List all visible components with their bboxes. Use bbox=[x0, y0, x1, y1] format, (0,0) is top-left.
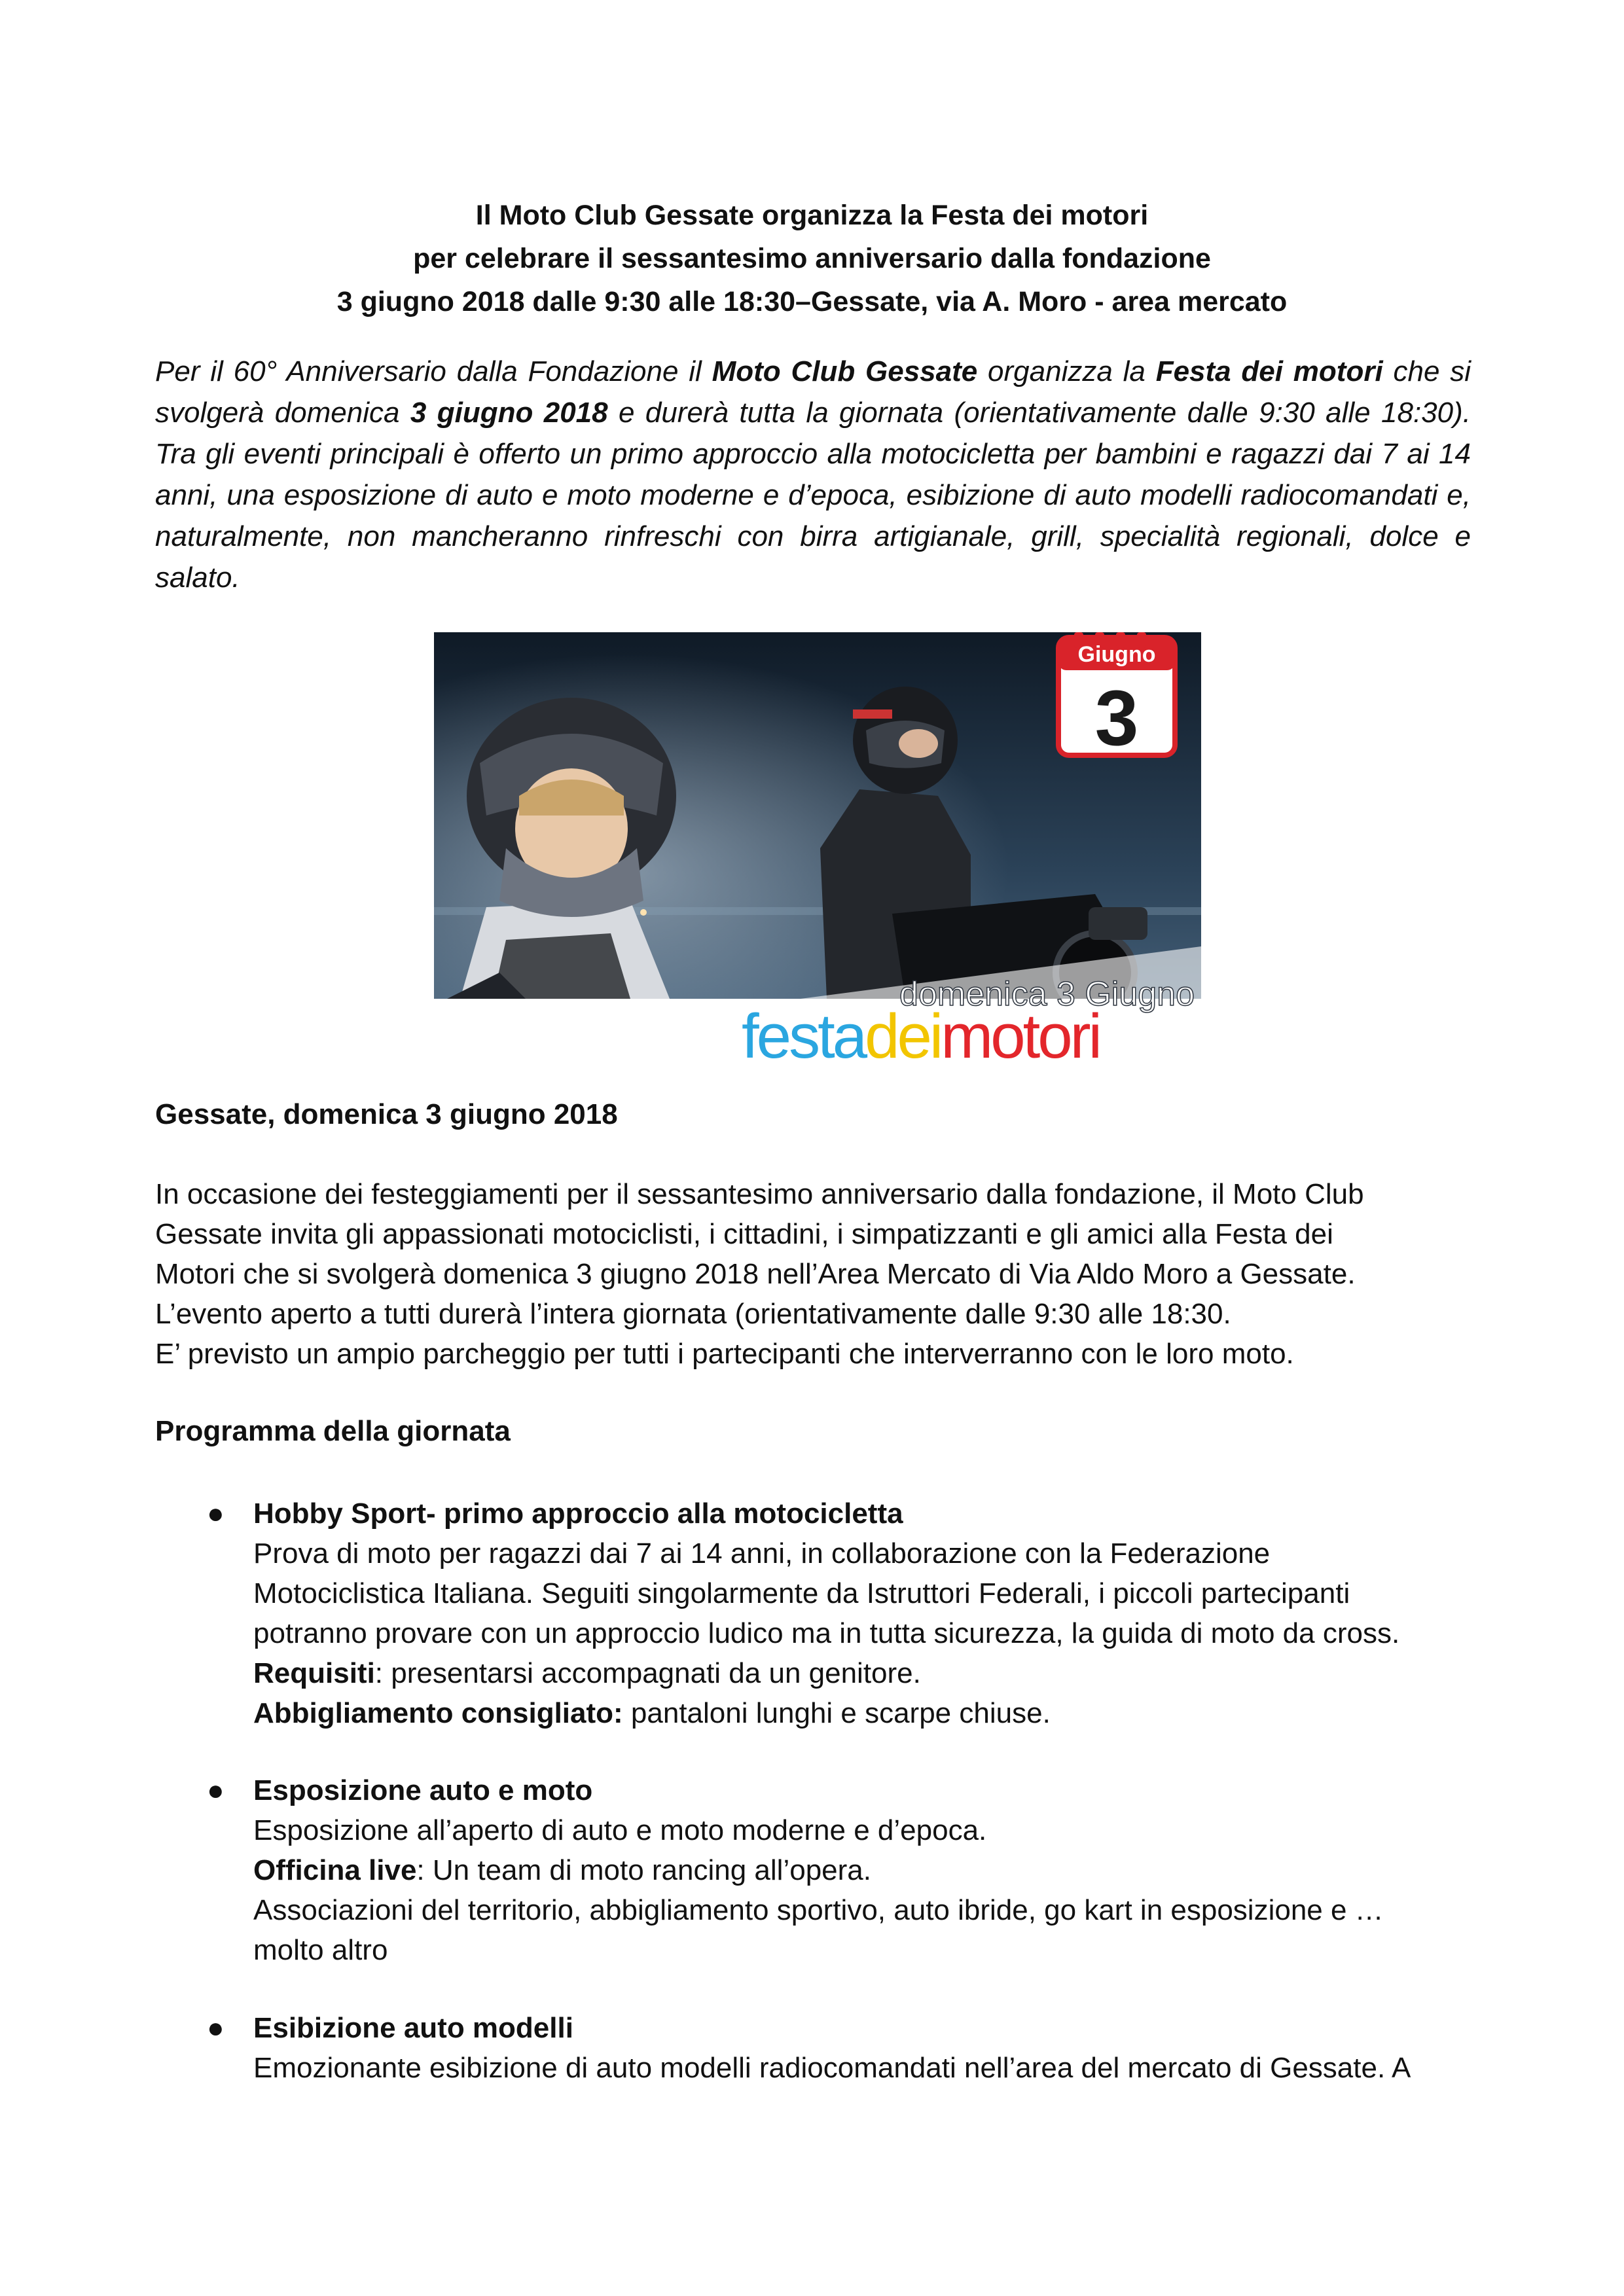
invitation-paragraph bbox=[155, 1174, 1471, 1374]
bullet-icon: ● bbox=[207, 1774, 225, 1806]
paragraph-line: Gessate invita gli appassionati motociclisti, i cittadini, i simpatizzanti e gli amici alla Festa dei bbox=[155, 1218, 1333, 1250]
program-item-content bbox=[253, 1770, 1484, 1970]
logo-part-dei: dei bbox=[865, 1001, 941, 1064]
program-item-line: molto altro bbox=[253, 1934, 388, 1966]
program-heading: Programma della giornata bbox=[155, 1415, 511, 1447]
title-line-1: Il Moto Club Gessate organizza la Festa dei motori bbox=[475, 200, 1149, 231]
poster-tagline: domenica 3 Giugno bbox=[899, 975, 1195, 1013]
officina-text: : Un team di moto rancing all’opera. bbox=[416, 1854, 871, 1886]
title-line-2: per celebrare il sessantesimo anniversario dalla fondazione bbox=[413, 243, 1211, 274]
calendar-month: Giugno bbox=[1077, 642, 1156, 667]
paragraph-line: In occasione dei festeggiamenti per il sessantesimo anniversario dalla fondazione, il Moto Club bbox=[155, 1178, 1364, 1210]
program-item-line: Esposizione all’aperto di auto e moto moderne e d’epoca. bbox=[253, 1814, 987, 1846]
event-poster-image bbox=[434, 632, 1201, 1064]
clothing-line bbox=[253, 1693, 1484, 1733]
program-item-line: Emozionante esibizione di auto modelli radiocomandati nell’area del mercato di Gessate. A bbox=[253, 2052, 1411, 2084]
calendar-icon bbox=[1058, 632, 1175, 762]
logo-part-motori: motori bbox=[941, 1001, 1100, 1064]
clothing-label: Abbigliamento consigliato: bbox=[253, 1697, 623, 1729]
document-title bbox=[0, 194, 1624, 323]
requirements-line bbox=[253, 1653, 1484, 1693]
intro-text: che si svolgerà domenica bbox=[155, 355, 1471, 429]
paragraph-line: Motori che si svolgerà domenica 3 giugno 2018 nell’Area Mercato di Via Aldo Moro a Gessate. bbox=[155, 1258, 1356, 1290]
intro-event-name: Festa dei motori bbox=[1155, 355, 1383, 387]
program-item-title: Hobby Sport- primo approccio alla motocicletta bbox=[253, 1498, 903, 1530]
intro-text: e durerà tutta la giornata (orientativamente dalle 9:30 alle 18:30). Tra gli eventi principali è offerto un primo approccio alla motocicletta per bambini e ragazzi dai 7 ai 14 anni, una esposizione di auto e moto moderne e d’epoca, esibizione di auto modelli radiocomandati e, naturalmente, non mancheranno rinfreschi con birra artigianale, grill, specialità regionali, dolce e salato. bbox=[155, 397, 1471, 594]
paragraph-line: L’evento aperto a tutti durerà l’intera giornata (orientativamente dalle 9:30 alle 18:30. bbox=[155, 1298, 1231, 1330]
bullet-icon: ● bbox=[207, 1498, 225, 1530]
program-item-line: Prova di moto per ragazzi dai 7 ai 14 anni, in collaborazione con la Federazione bbox=[253, 1537, 1271, 1570]
bullet-icon: ● bbox=[207, 2012, 225, 2044]
dateline-heading: Gessate, domenica 3 giugno 2018 bbox=[155, 1098, 618, 1130]
program-item-title: Esibizione auto modelli bbox=[253, 2012, 573, 2044]
program-item-content bbox=[253, 1494, 1484, 1733]
program-item-title: Esposizione auto e moto bbox=[253, 1774, 593, 1806]
program-item-line: Motociclistica Italiana. Seguiti singolarmente da Istruttori Federali, i piccoli partecipanti bbox=[253, 1577, 1350, 1609]
paragraph-line: E’ previsto un ampio parcheggio per tutti i partecipanti che interverranno con le loro moto. bbox=[155, 1338, 1294, 1370]
requirements-label: Requisiti bbox=[253, 1657, 375, 1689]
title-line-3: 3 giugno 2018 dalle 9:30 alle 18:30–Gessate, via A. Moro - area mercato bbox=[336, 286, 1288, 317]
program-item-line: potranno provare con un approccio ludico ma in tutta sicurezza, la guida di moto da cross. bbox=[253, 1617, 1400, 1649]
event-logo bbox=[742, 1001, 1100, 1064]
intro-event-date: 3 giugno 2018 bbox=[410, 397, 608, 429]
program-item-content bbox=[253, 2008, 1484, 2088]
intro-text: organizza la bbox=[977, 355, 1156, 387]
officina-label: Officina live bbox=[253, 1854, 417, 1886]
clothing-text: pantaloni lunghi e scarpe chiuse. bbox=[623, 1697, 1051, 1729]
officina-line bbox=[253, 1850, 1484, 1890]
logo-part-festa: festa bbox=[742, 1001, 865, 1064]
intro-paragraph bbox=[155, 351, 1471, 598]
program-item-line: Associazioni del territorio, abbigliamento sportivo, auto ibride, go kart in esposizione e … bbox=[253, 1894, 1384, 1926]
calendar-day: 3 bbox=[1094, 674, 1139, 762]
intro-text: Per il 60° Anniversario dalla Fondazione il bbox=[155, 355, 712, 387]
intro-club-name: Moto Club Gessate bbox=[712, 355, 978, 387]
requirements-text: : presentarsi accompagnati da un genitore. bbox=[374, 1657, 921, 1689]
poster-illustration bbox=[434, 632, 1201, 1064]
